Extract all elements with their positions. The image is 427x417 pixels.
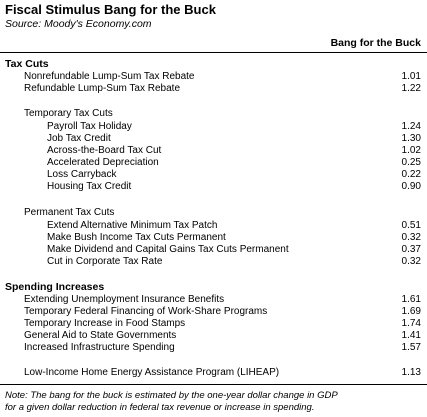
table-row [0, 244, 427, 256]
note-line: Note: The bang for the buck is estimated by the one-year dollar change in GDP [5, 390, 338, 401]
row-label: Cut in Corporate Tax Rate [47, 256, 163, 267]
row-value: 0.32 [401, 256, 421, 267]
table-row [0, 157, 427, 169]
row-label: Make Bush Income Tax Cuts Permanent [47, 232, 226, 243]
table-row [0, 71, 427, 83]
table-row [0, 232, 427, 244]
row-label: Job Tax Credit [47, 133, 111, 144]
row-label: Extending Unemployment Insurance Benefits [24, 294, 225, 305]
table-row [0, 318, 427, 330]
subsection-heading-temporary: Temporary Tax Cuts [24, 108, 113, 119]
row-label: Nonrefundable Lump-Sum Tax Rebate [24, 71, 195, 82]
row-label: Across-the-Board Tax Cut [47, 145, 162, 156]
row-label: Make Dividend and Capital Gains Tax Cuts Permanent [47, 244, 289, 255]
row-value: 0.37 [401, 244, 421, 255]
row-value: 1.61 [401, 294, 421, 305]
row-value: 0.22 [401, 169, 421, 180]
row-value: 0.32 [401, 232, 421, 243]
row-label: Payroll Tax Holiday [47, 121, 132, 132]
section-heading-spending: Spending Increases [5, 281, 105, 293]
row-label: Housing Tax Credit [47, 181, 132, 192]
table-row [0, 220, 427, 232]
row-value: 1.69 [401, 306, 421, 317]
row-value: 1.57 [401, 342, 421, 353]
table-row [0, 367, 427, 379]
table-row [0, 83, 427, 95]
table-row [0, 181, 427, 193]
table-row [0, 169, 427, 181]
table-row [0, 121, 427, 133]
row-label: Extend Alternative Minimum Tax Patch [47, 220, 218, 231]
row-label: Increased Infrastructure Spending [24, 342, 175, 353]
table-row [0, 133, 427, 145]
row-value: 1.30 [401, 133, 421, 144]
table-row [0, 306, 427, 318]
row-label: General Aid to State Governments [24, 330, 177, 341]
row-value: 1.74 [401, 318, 421, 329]
column-header: Bang for the Buck [330, 37, 421, 49]
row-value: 1.22 [401, 83, 421, 94]
row-label: Accelerated Depreciation [47, 157, 159, 168]
note-line: for a given dollar reduction in federal tax revenue or increase in spending. [5, 402, 315, 413]
table-row [0, 256, 427, 268]
row-value: 1.41 [401, 330, 421, 341]
row-value: 1.01 [401, 71, 421, 82]
table-row [0, 330, 427, 342]
row-value: 0.90 [401, 181, 421, 192]
row-value: 1.13 [401, 367, 421, 378]
table-title: Fiscal Stimulus Bang for the Buck [5, 2, 216, 17]
subsection-heading-permanent: Permanent Tax Cuts [24, 207, 115, 218]
row-label: Refundable Lump-Sum Tax Rebate [24, 83, 181, 94]
row-label: Low-Income Home Energy Assistance Program (LIHEAP) [24, 367, 280, 378]
table-row [0, 145, 427, 157]
row-value: 1.02 [401, 145, 421, 156]
row-value: 1.24 [401, 121, 421, 132]
section-heading-tax-cuts: Tax Cuts [5, 58, 49, 70]
row-label: Loss Carryback [47, 169, 117, 180]
row-label: Temporary Federal Financing of Work-Share Programs [24, 306, 268, 317]
table-row [0, 294, 427, 306]
header-rule [0, 52, 427, 53]
table-row [0, 342, 427, 354]
footer-rule [0, 384, 427, 385]
table-source: Source: Moody's Economy.com [5, 18, 152, 30]
table-note [5, 390, 423, 414]
row-value: 0.51 [401, 220, 421, 231]
row-label: Temporary Increase in Food Stamps [24, 318, 186, 329]
row-value: 0.25 [401, 157, 421, 168]
